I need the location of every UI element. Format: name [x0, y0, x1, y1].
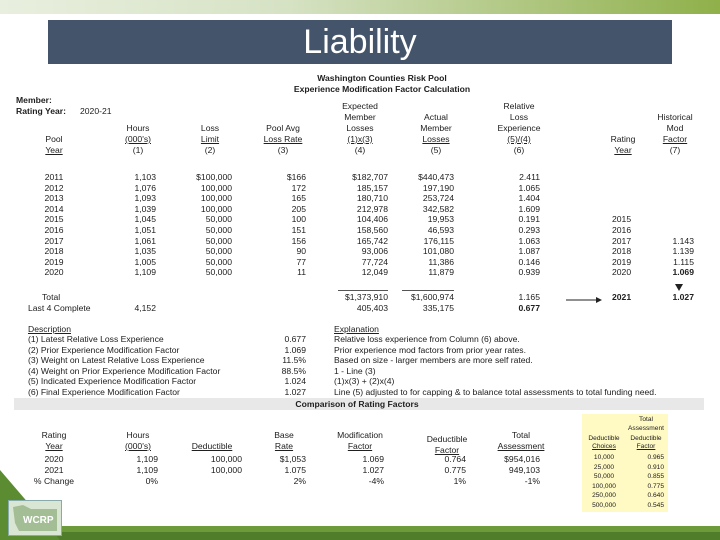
- cell-year: 2015: [44, 214, 64, 225]
- cell-limit: 50,000: [205, 214, 232, 225]
- cell-limit: 100,000: [200, 193, 232, 204]
- cell-limit: 50,000: [205, 225, 232, 235]
- cmp-total: -1%: [524, 476, 540, 486]
- cell-hours: 1,093: [134, 193, 156, 204]
- cell-rate: 165: [291, 193, 306, 204]
- description-value: 1.069: [284, 344, 306, 355]
- cell-year: 2016: [44, 225, 64, 235]
- choice-amount: 50,000: [593, 473, 615, 480]
- cmp-dedfactor: 0.764: [444, 454, 466, 464]
- cmp-deductible: 100,000: [210, 454, 242, 464]
- cell-mod: 1.139: [672, 246, 694, 257]
- explanation-text: (1)x(3) + (2)x(4): [334, 376, 395, 387]
- cell-rating-year: 2017: [612, 235, 632, 246]
- cell-hours: 1,051: [134, 225, 156, 235]
- comparison-header-cell: Modification: [337, 430, 383, 440]
- total-relative: 1.165: [518, 292, 540, 302]
- choices-header-top: Total: [639, 416, 653, 423]
- column-header-cell: (3): [277, 145, 289, 155]
- cell-rate: 100: [291, 214, 306, 225]
- description-value: 88.5%: [281, 365, 306, 376]
- choice-amount: 100,000: [592, 482, 616, 490]
- explanation-heading: Explanation: [334, 324, 379, 334]
- column-header-cell: Experience: [497, 123, 541, 133]
- cell-rate: 151: [291, 225, 306, 235]
- cmp-hours: 1,109: [136, 465, 158, 475]
- cell-rate: 90: [296, 246, 306, 257]
- column-header-cell: Year: [614, 145, 632, 155]
- cell-expected: 104,406: [356, 214, 388, 225]
- description-text: (3) Weight on Latest Relative Loss Experience: [28, 355, 205, 366]
- cell-expected: 158,560: [356, 225, 388, 235]
- arrow-icon: [564, 294, 604, 306]
- column-header-cell: (4): [354, 145, 366, 155]
- column-header-cell: Loss: [200, 123, 220, 133]
- column-header-cell: (1)x(3): [347, 134, 373, 144]
- cell-limit: 50,000: [205, 235, 232, 246]
- choice-factor: 0.640: [647, 492, 664, 499]
- choice-factor: 0.965: [647, 454, 664, 461]
- column-header-cell: Limit: [200, 134, 220, 144]
- cmp-hours: 0%: [145, 476, 158, 486]
- cell-mod: 1.069: [672, 267, 694, 278]
- explanation-text: Based on size - larger members are more self rated.: [334, 355, 533, 366]
- column-header-cell: Losses: [346, 123, 374, 133]
- report-title-2: Experience Modification Factor Calculation: [293, 84, 471, 94]
- description-value: 0.677: [284, 334, 306, 344]
- choice-factor: 0.545: [647, 501, 664, 509]
- column-header-cell: Relative: [503, 101, 535, 111]
- cell-year: 2011: [44, 172, 64, 182]
- cell-expected: $182,707: [352, 172, 388, 182]
- column-header-cell: Rating: [610, 134, 636, 144]
- cmp-mod: -4%: [368, 476, 384, 486]
- cell-expected: 185,157: [356, 182, 388, 193]
- column-header-cell: (5)/(4): [507, 134, 531, 144]
- cell-hours: 1,103: [134, 172, 156, 182]
- cell-relative: 0.293: [518, 225, 540, 235]
- cell-limit: 50,000: [205, 267, 232, 278]
- wcrp-logo: [8, 500, 62, 536]
- cmp-hours: 1,109: [136, 454, 158, 464]
- cell-rating-year: 2015: [612, 214, 632, 225]
- top-decorative-band: [0, 0, 720, 14]
- cmp-total: $954,016: [504, 454, 540, 464]
- description-text: (5) Indicated Experience Modification Factor: [28, 376, 197, 387]
- cmp-total: 949,103: [508, 465, 540, 475]
- explanation-text: Line (5) adjusted to for capping & to balance total assessments to total funding need.: [334, 387, 657, 397]
- description-text: (6) Final Experience Modification Factor: [28, 387, 180, 397]
- cell-year: 2017: [44, 235, 64, 246]
- last4-label: Last 4 Complete: [28, 303, 91, 313]
- cell-year: 2019: [44, 256, 64, 267]
- column-header-cell: Actual: [424, 112, 448, 122]
- cell-year: 2012: [44, 182, 64, 193]
- comparison-header-cell: Deductible: [191, 441, 233, 451]
- total-actual: $1,600,974: [410, 292, 454, 302]
- choice-factor: 0.775: [647, 482, 664, 490]
- column-header-cell: Member: [420, 123, 452, 133]
- cell-limit: $100,000: [196, 172, 232, 182]
- last4-actual: 335,175: [422, 303, 454, 313]
- column-header-cell: Loss: [509, 112, 529, 122]
- column-header-cell: Member: [344, 112, 376, 122]
- comparison-header-cell: Hours: [126, 430, 150, 440]
- description-text: (4) Weight on Prior Experience Modification Factor: [28, 365, 221, 376]
- cell-rate: 77: [296, 256, 306, 267]
- cell-rate: $166: [286, 172, 306, 182]
- cell-actual: 101,080: [422, 246, 454, 257]
- cmp-base: 2%: [293, 476, 306, 486]
- choice-factor: 0.855: [647, 473, 664, 480]
- column-header-cell: (2): [204, 145, 216, 155]
- cell-relative: 1.404: [518, 193, 540, 204]
- cell-hours: 1,045: [134, 214, 156, 225]
- column-header-cell: Historical: [657, 112, 693, 122]
- cell-limit: 50,000: [205, 246, 232, 257]
- column-header-cell: Losses: [422, 134, 450, 144]
- comparison-header-cell: Assessment: [497, 441, 545, 451]
- column-header-cell: Pool: [45, 134, 63, 144]
- cmp-mod: 1.069: [362, 454, 384, 464]
- comparison-header-cell: Deductible: [426, 434, 468, 444]
- column-header-cell: Pool Avg: [266, 123, 300, 133]
- cell-hours: 1,109: [134, 267, 156, 278]
- cell-hours: 1,076: [134, 182, 156, 193]
- column-header-cell: (000's): [125, 134, 151, 144]
- choice-amount: 10,000: [593, 454, 615, 461]
- bottom-decorative-band-dark: [0, 532, 720, 540]
- cell-expected: 12,049: [361, 267, 388, 278]
- cell-expected: 165,742: [356, 235, 388, 246]
- underline-actual: [402, 290, 454, 291]
- column-header-cell: Expected: [342, 101, 378, 111]
- cell-rate: 156: [291, 235, 306, 246]
- comparison-header-cell: Year: [45, 441, 63, 451]
- description-text: (2) Prior Experience Modification Factor: [28, 344, 180, 355]
- underline-expected: [338, 290, 388, 291]
- total-expected: $1,373,910: [344, 292, 388, 302]
- cell-relative: 2.411: [519, 172, 540, 182]
- cmp-base: $1,053: [279, 454, 306, 464]
- cell-rate: 172: [291, 182, 306, 193]
- total-rating-year: 2021: [612, 292, 632, 302]
- cell-actual: 19,953: [427, 214, 454, 225]
- cell-limit: 100,000: [200, 182, 232, 193]
- column-header-cell: (7): [669, 145, 681, 155]
- description-value: 1.024: [284, 376, 306, 387]
- rating-year-label: Rating Year:: [16, 106, 66, 116]
- cell-expected: 212,978: [356, 203, 388, 214]
- cell-relative: 0.146: [518, 256, 540, 267]
- logo-text: WCRP: [23, 515, 54, 526]
- description-text: (1) Latest Relative Loss Experience: [28, 334, 164, 344]
- description-heading: Description: [28, 324, 71, 334]
- cmp-year: 2021: [44, 465, 64, 475]
- cell-year: 2014: [44, 203, 64, 214]
- description-value: 11.5%: [282, 355, 306, 366]
- comparison-header-cell: Rating: [41, 430, 67, 440]
- cell-hours: 1,035: [134, 246, 156, 257]
- cell-limit: 50,000: [205, 256, 232, 267]
- cell-actual: 46,593: [427, 225, 454, 235]
- comparison-header-cell: (000's): [125, 441, 151, 451]
- choices-col1-header: Deductible: [588, 435, 620, 442]
- cell-actual: 11,386: [428, 256, 454, 267]
- cell-expected: 180,710: [356, 193, 388, 204]
- cmp-mod: 1.027: [362, 465, 384, 475]
- cell-mod: 1.143: [672, 235, 694, 246]
- cell-expected: 93,006: [361, 246, 388, 257]
- cell-relative: 1.065: [518, 182, 540, 193]
- cell-relative: 1.087: [518, 246, 540, 257]
- choices-col2-header: Deductible: [630, 435, 662, 442]
- choices-col2-header: Factor: [636, 443, 656, 450]
- washington-map-icon: [9, 501, 61, 535]
- report-title-1: Washington Counties Risk Pool: [317, 73, 447, 83]
- member-label: Member:: [16, 95, 52, 105]
- column-header-cell: Year: [45, 145, 63, 155]
- comparison-header-cell: Factor: [347, 441, 373, 451]
- comparison-header-cell: Rate: [274, 441, 294, 451]
- comparison-title: Comparison of Rating Factors: [295, 399, 419, 409]
- column-header-cell: Loss Rate: [263, 134, 303, 144]
- cell-actual: $440,473: [418, 172, 454, 182]
- comparison-header-cell: Factor: [434, 445, 460, 455]
- cell-rating-year: 2020: [612, 267, 632, 278]
- last4-relative: 0.677: [518, 303, 540, 313]
- cell-expected: 77,724: [361, 256, 388, 267]
- spreadsheet-image: [12, 64, 712, 526]
- cell-year: 2013: [44, 193, 64, 204]
- cell-actual: 197,190: [422, 182, 454, 193]
- cell-rate: 11: [297, 267, 306, 278]
- cell-relative: 0.191: [518, 214, 540, 225]
- cmp-dedfactor: 1%: [453, 476, 466, 486]
- cell-mod: 1.115: [673, 256, 694, 267]
- choices-col1-header: Choices: [592, 443, 616, 450]
- cmp-dedfactor: 0.775: [444, 465, 466, 475]
- slide-title: Liability: [303, 23, 417, 61]
- comparison-header-cell: Total: [511, 430, 531, 440]
- cell-relative: 0.939: [518, 267, 540, 278]
- cell-rating-year: 2019: [612, 256, 632, 267]
- cmp-year: % Change: [33, 476, 75, 486]
- cell-actual: 176,115: [423, 235, 454, 246]
- cell-actual: 342,582: [422, 203, 454, 214]
- column-header-cell: (5): [430, 145, 442, 155]
- cell-hours: 1,039: [134, 203, 156, 214]
- cell-relative: 1.063: [518, 235, 540, 246]
- choice-factor: 0.910: [647, 463, 664, 471]
- cell-year: 2018: [44, 246, 64, 257]
- column-header-cell: Mod: [666, 123, 684, 133]
- cmp-base: 1.075: [284, 465, 306, 475]
- title-bar: [48, 20, 672, 69]
- cell-relative: 1.609: [518, 203, 540, 214]
- explanation-text: Prior experience mod factors from prior year rates.: [334, 344, 526, 355]
- cell-limit: 100,000: [200, 203, 232, 214]
- explanation-text: Relative loss experience from Column (6) above.: [334, 334, 520, 344]
- total-mod: 1.027: [672, 292, 694, 302]
- cell-rating-year: 2016: [612, 225, 632, 235]
- column-header-cell: Factor: [662, 134, 688, 144]
- comparison-header-cell: Base: [274, 430, 294, 440]
- choice-amount: 25,000: [593, 463, 615, 471]
- choices-header-top: Assessment: [628, 425, 664, 432]
- rating-year-value: 2020-21: [80, 106, 112, 116]
- cell-hours: 1,005: [134, 256, 156, 267]
- cmp-deductible: 100,000: [210, 465, 242, 475]
- down-arrow-icon: [675, 282, 683, 292]
- column-header-cell: (1): [132, 145, 144, 155]
- cell-actual: 253,724: [422, 193, 454, 204]
- cell-rate: 205: [291, 203, 306, 214]
- total-label: Total: [42, 292, 61, 302]
- cell-year: 2020: [44, 267, 64, 278]
- cell-hours: 1,061: [134, 235, 156, 246]
- choice-amount: 250,000: [592, 492, 616, 499]
- last4-expected: 405,403: [356, 303, 388, 313]
- choice-amount: 500,000: [592, 501, 616, 509]
- cell-actual: 11,879: [428, 267, 454, 278]
- column-header-cell: Hours: [126, 123, 150, 133]
- cell-rating-year: 2018: [612, 246, 632, 257]
- description-value: 1.027: [284, 387, 306, 397]
- cmp-year: 2020: [44, 454, 64, 464]
- last4-hours: 4,152: [134, 303, 156, 313]
- column-header-cell: (6): [513, 145, 525, 155]
- explanation-text: 1 - Line (3): [334, 365, 376, 376]
